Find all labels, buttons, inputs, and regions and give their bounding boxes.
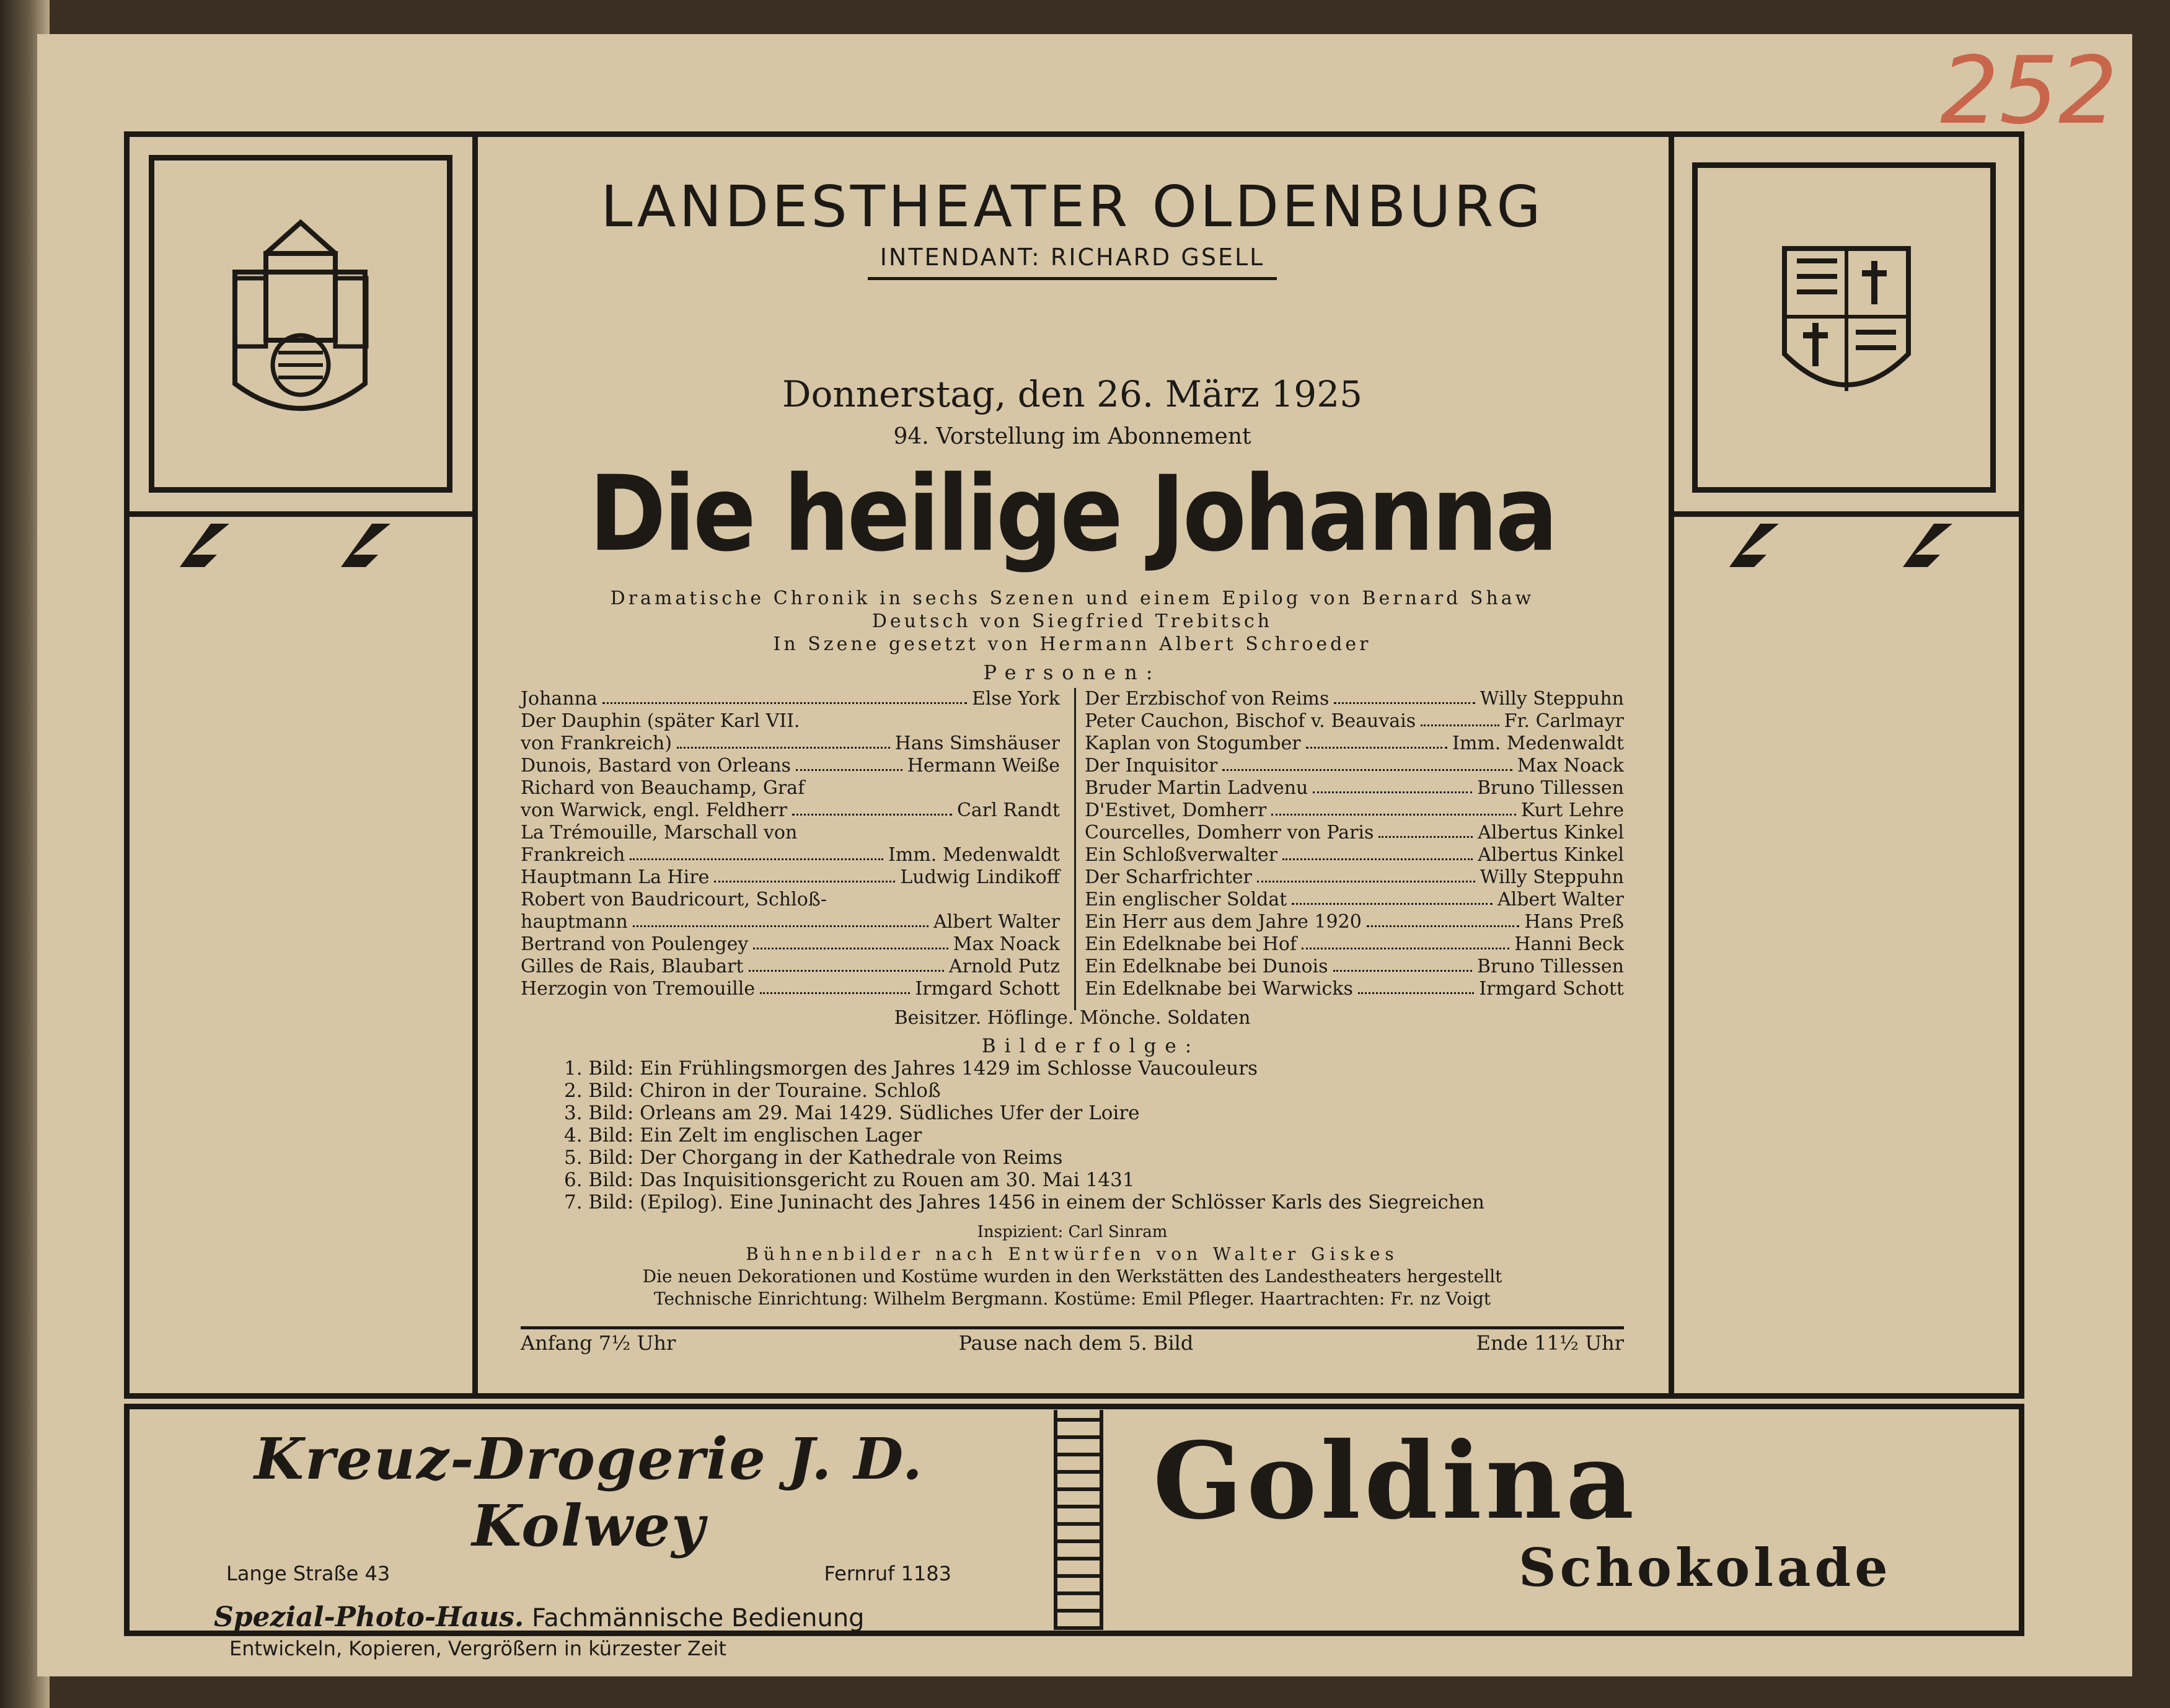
cast-actor: Albertus Kinkel [1478,844,1624,866]
cast-role: Frankreich [521,844,625,866]
leader-dots [1282,844,1473,860]
leader-dots [602,688,967,704]
cast-row [521,777,1060,799]
cast-role: Der Dauphin (später Karl VII. [521,710,800,732]
inspizient-line: Inspizient: Carl Sinram [977,1223,1168,1241]
cast-row [1085,978,1624,1000]
cast-role: Peter Cauchon, Bischof v. Beauvais [1085,710,1416,732]
cast-role: Hauptmann La Hire [521,866,710,888]
cast-actor: Max Noack [953,933,1060,955]
cast-actor: Carl Randt [956,799,1060,821]
cast-role: Der Inquisitor [1085,755,1218,777]
leader-dots [1271,799,1515,816]
play-subtitle: Dramatische Chronik in sechs Szenen und einem Epilog von Bernard Shaw [610,588,1535,609]
cast-actor: Albert Walter [933,911,1060,933]
cast-role: von Warwick, engl. Feldherr [521,799,788,821]
cast-heading: Personen: [983,661,1162,684]
cast-row [1085,710,1624,733]
leader-dots [630,844,883,860]
cast-row [1085,822,1624,844]
cast-row [521,933,1060,956]
cast-role: La Trémouille, Marschall von [521,822,798,843]
cast-actor: Albertus Kinkel [1478,822,1624,843]
cast-actor: Fr. Carlmayr [1504,710,1624,732]
right-crest-box [1692,162,1996,493]
cast-row [521,755,1060,777]
cast-role: Ein Herr aus dem Jahre 1920 [1085,911,1362,933]
cast-actor: Hanni Beck [1514,933,1624,955]
cast-row [1085,866,1624,889]
translator-line: Deutsch von Siegfried Trebitsch [871,610,1273,632]
leader-dots [1334,688,1475,704]
cast-role: Der Scharfrichter [1085,866,1252,888]
cast-row [1085,889,1624,911]
cast-actor: Imm. Medenwaldt [1452,733,1624,754]
leader-dots [1421,710,1499,726]
leader-dots [633,911,928,927]
leader-dots [1292,889,1493,905]
left-rule [124,511,477,517]
theater-name: LANDESTHEATER OLDENBURG [601,174,1544,240]
start-time: Anfang 7½ Uhr [521,1331,676,1355]
cast-role: Ein Edelknabe bei Dunois [1085,956,1328,977]
cast-actor: Imm. Medenwaldt [888,844,1060,866]
cast-role: Herzogin von Tremouille [521,978,756,1000]
leader-dots [1257,866,1475,883]
cast-actor: Hans Preß [1524,911,1624,933]
cast-actor: Bruno Tillessen [1476,777,1624,799]
cast-actor: Max Noack [1517,755,1624,777]
decorations-line: Die neuen Dekorationen und Kostüme wurden in den Werkstätten des Landestheaters hergestellt [642,1266,1502,1287]
cast-actor: Hans Simshäuser [894,733,1060,754]
cast-role: Gilles de Rais, Blaubart [521,956,744,977]
leader-dots [1367,911,1520,927]
cast-actor: Bruno Tillessen [1476,956,1624,977]
cast-role: hauptmann [521,911,628,933]
performance-date: Donnerstag, den 26. März 1925 [782,373,1363,415]
cast-row [1085,688,1624,710]
scene-item: 7. Bild: (Epilog). Eine Juninacht des Jahres 1456 in einem der Schlösser Karls des Siegreichen [564,1191,1485,1213]
cast-right-column [1085,688,1624,1000]
cast-row [1085,733,1624,755]
right-rule [1669,511,2024,517]
performance-number: 94. Vorstellung im Abonnement [893,424,1251,449]
cast-role: Richard von Beauchamp, Graf [521,777,805,799]
intermission: Pause nach dem 5. Bild [958,1331,1194,1355]
technical-line: Technische Einrichtung: Wilhelm Bergmann. Kostüme: Emil Pfleger. Haartrachten: Fr. nz Voigt [653,1288,1491,1309]
cast-row [521,978,1060,1000]
cast-row [521,889,1060,911]
leader-dots [753,933,948,949]
leader-dots [796,755,902,771]
director-line: In Szene gesetzt von Hermann Albert Schroeder [773,633,1372,655]
leader-dots [1306,733,1447,749]
photo-services: Entwickeln, Kopieren, Vergrößern in kürzester Zeit [229,1637,726,1660]
cast-role: Ein Edelknabe bei Hof [1085,933,1297,955]
cast-row [1085,911,1624,933]
lightning-bolt-icon [1674,517,2008,623]
leader-dots [714,866,895,883]
scene-item: 6. Bild: Das Inquisitionsgericht zu Rouen am 30. Mai 1431 [564,1169,1135,1191]
cast-row [1085,933,1624,956]
scene-item: 4. Bild: Ein Zelt im englischen Lager [564,1124,922,1147]
cast-actor: Irmgard Schott [1479,978,1624,1000]
goldina-brand: Goldina [1153,1419,1638,1543]
cast-row [521,911,1060,933]
program-header [477,155,1667,684]
oldenburg-castle-crest-icon [154,161,447,487]
cast-role: Bertrand von Poulengey [521,933,749,955]
cast-row [521,956,1060,978]
scene-item: 1. Bild: Ein Frühlingsmorgen des Jahres 1429 im Schlosse Vaucouleurs [564,1057,1258,1080]
cast-actor: Albert Walter [1497,889,1624,910]
cast-role: D'Estivet, Domherr [1085,799,1267,821]
leader-dots [677,733,890,749]
cast-actor: Else York [972,688,1060,710]
cast-divider [1074,688,1076,1010]
cast-role: Ein Edelknabe bei Warwicks [1085,978,1353,1000]
cast-row [521,710,1060,733]
photo-shop-name: Spezial-Photo-Haus. [214,1601,524,1633]
cast-row [521,822,1060,844]
cast-row [521,866,1060,889]
times-bar [521,1331,1624,1355]
leader-dots [1358,978,1474,994]
drogerie-address [146,1562,1032,1585]
cast-actor: Irmgard Schott [915,978,1060,1000]
scene-item: 5. Bild: Der Chorgang in der Kathedrale von Reims [564,1147,1063,1169]
times-rule [521,1326,1624,1329]
photo-line [146,1601,1032,1633]
ornament-divider [1054,1410,1103,1630]
cast-row [1085,755,1624,777]
page-number: 252 [1940,37,2118,145]
scene-heading: Bilderfolge: [981,1035,1201,1057]
cast-row [1085,844,1624,866]
cast-actor: Willy Steppuhn [1480,688,1624,710]
drogerie-name: Kreuz-Drogerie J. D. Kolwey [254,1425,924,1559]
scene-item: 2. Bild: Chiron in der Touraine. Schloß [564,1080,941,1102]
cast-role: Ein englischer Soldat [1085,889,1287,910]
cast-row [1085,799,1624,822]
scene-item: 3. Bild: Orleans am 29. Mai 1429. Südliches Ufer der Loire [564,1102,1140,1124]
cast-actor: Kurt Lehre [1520,799,1624,821]
drogerie-street: Lange Straße 43 [226,1562,390,1585]
cast-row [521,733,1060,755]
leader-dots [1313,777,1472,793]
leader-dots [1222,755,1512,771]
cast-row [521,844,1060,866]
left-crest-box [149,155,452,493]
cast-role: Der Erzbischof von Reims [1085,688,1330,710]
cast-actor: Ludwig Lindikoff [900,866,1060,888]
leader-dots [792,799,952,816]
cast-row [521,688,1060,710]
end-time: Ende 11½ Uhr [1476,1331,1624,1355]
goldina-product: Schokolade [1519,1537,1892,1598]
scene-list [545,1035,1636,1213]
play-title: Die heilige Johanna [589,454,1556,575]
drogerie-advertisement [146,1425,1032,1660]
cast-row [1085,777,1624,799]
leader-dots [1302,933,1509,949]
leader-dots [749,956,944,972]
cast-role: Robert von Baudricourt, Schloß- [521,889,827,910]
lightning-bolt-icon [143,517,465,623]
cast-actor: Willy Steppuhn [1480,866,1624,888]
cast-actor: Arnold Putz [948,956,1060,977]
cast-role: Ein Schloßverwalter [1085,844,1278,866]
leader-dots [1333,956,1472,972]
cast-actor: Hermann Weiße [907,755,1060,777]
cross-shield-crest-icon [1698,168,1990,487]
header-rule [868,277,1277,280]
cast-row [1085,956,1624,978]
leader-dots [760,978,910,994]
cast-role: Dunois, Bastard von Orleans [521,755,791,777]
cast-row [521,799,1060,822]
cast-role: Courcelles, Domherr von Paris [1085,822,1374,843]
intendant-line: INTENDANT: RICHARD GSELL [880,244,1265,271]
cast-role: Bruder Martin Ladvenu [1085,777,1308,799]
drogerie-phone: Fernruf 1183 [824,1562,951,1585]
production-notes [521,1221,1624,1310]
cast-role: Kaplan von Stogumber [1085,733,1301,754]
leader-dots [1378,822,1473,838]
cast-left-column [521,688,1060,1000]
photo-service: Fachmännische Bedienung [531,1604,865,1632]
cast-role: von Frankreich) [521,733,672,754]
right-column-rule [1669,131,1674,1399]
stage-design-line: Bühnenbilder nach Entwürfen von Walter Giskes [746,1244,1399,1264]
extras-line: Beisitzer. Höflinge. Mönche. Soldaten [894,1007,1251,1029]
cast-role: Johanna [521,688,598,710]
